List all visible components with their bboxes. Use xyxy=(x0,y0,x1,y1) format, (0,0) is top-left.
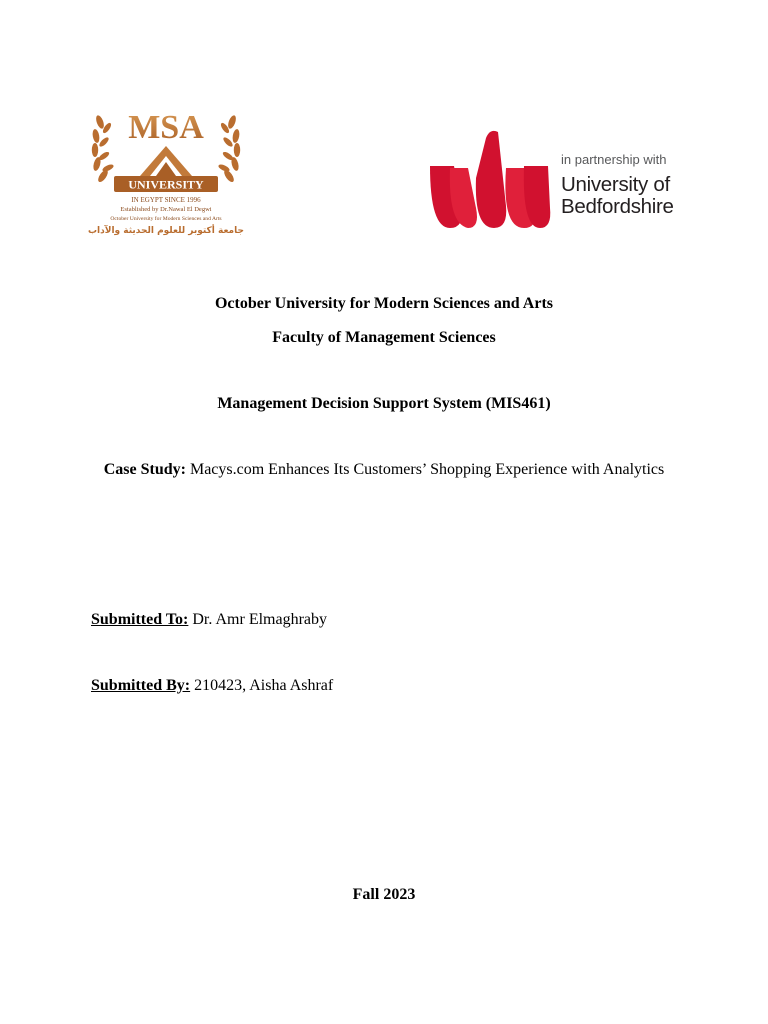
msa-university-logo xyxy=(88,104,244,244)
bedfordshire-mark-icon xyxy=(428,128,552,230)
bedfordshire-logo xyxy=(428,128,688,232)
university-name: October University for Modern Sciences and Arts xyxy=(214,295,554,312)
bedfordshire-name-line1: University of xyxy=(561,173,670,196)
course-title: Management Decision Support System (MIS461) xyxy=(217,395,551,412)
banner-text: UNIVERSITY xyxy=(128,177,204,192)
submitted-by-label: Submitted By: xyxy=(91,677,191,694)
established-text: Established by Dr.Nawal El Degwi xyxy=(120,206,212,213)
arabic-name-text: جامعة أكتوبر للعلوم الحديثة والآداب xyxy=(88,226,244,236)
msa-wordmark: MSA xyxy=(128,109,204,146)
case-study-title: Macys.com Enhances Its Customers’ Shopping Experience with Analytics xyxy=(189,461,665,478)
case-study-label: Case Study: xyxy=(103,461,186,478)
bedfordshire-wordmark xyxy=(561,152,691,218)
since-text: IN EGYPT SINCE 1996 xyxy=(131,196,201,204)
msa-logo-graphic xyxy=(88,104,244,244)
partnership-text: in partnership with xyxy=(561,152,667,167)
case-study xyxy=(100,460,668,480)
laurel-right xyxy=(217,114,240,183)
submitted-by-value: 210423, Aisha Ashraf xyxy=(194,677,334,694)
faculty-name: Faculty of Management Sciences xyxy=(272,329,496,346)
submitted-by xyxy=(91,676,333,696)
submitted-to-label: Submitted To: xyxy=(91,611,189,628)
laurel-left xyxy=(92,114,115,183)
submitted-to-value: Dr. Amr Elmaghraby xyxy=(192,611,328,628)
term: Fall 2023 xyxy=(352,886,416,903)
bedfordshire-name-line2: Bedfordshire xyxy=(561,195,674,218)
english-name-text: October University for Modern Sciences and Arts xyxy=(110,216,222,222)
submitted-to xyxy=(91,610,327,630)
